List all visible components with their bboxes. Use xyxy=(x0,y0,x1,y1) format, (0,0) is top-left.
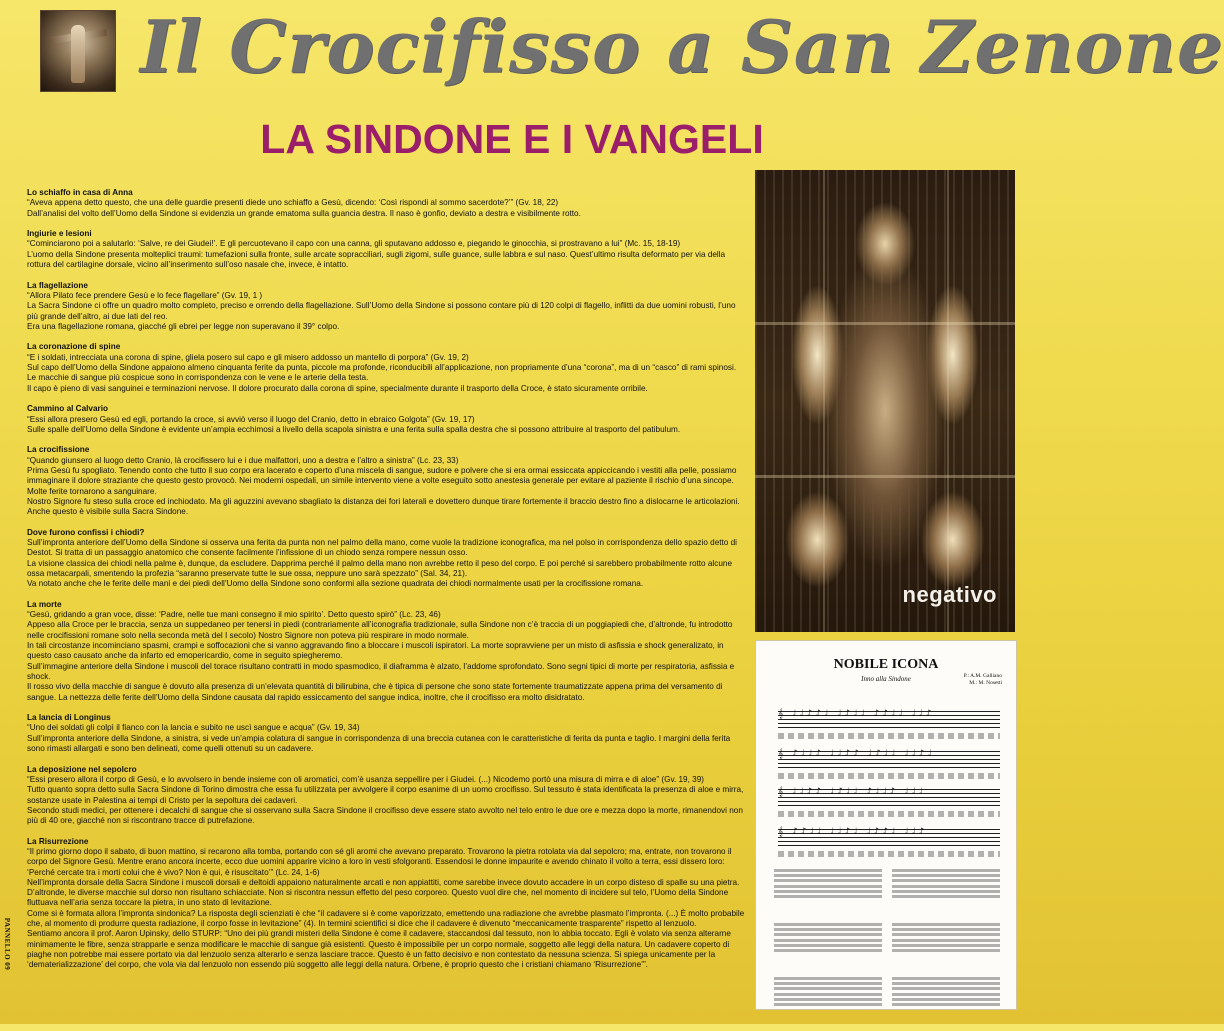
article-section xyxy=(27,281,745,332)
verse-block xyxy=(892,923,1000,971)
section-paragraph: Sul capo dell’Uomo della Sindone appaiono almeno cinquanta ferite da punta, piccole ma profonde, riconducibili all’applicazione, non propriamente d’una “corona”, ma di un “casco” di rami spinosi. Le macchie di sangue più cospicue sono in corrispondenza con le vene e le arterie della testa. xyxy=(27,363,737,383)
lyric-line xyxy=(778,733,1000,739)
section-paragraph: Nostro Signore fu steso sulla croce ed inchiodato. Ma gli aguzzini avevano sbagliato la distanza dei fori laterali e dovettero dunque tirare fortemente il braccio destro fino a dislocarne le articolazioni. Anche questo è visibile sulla Sacra Sindone. xyxy=(27,496,740,517)
verses-column-left xyxy=(774,869,882,1031)
section-heading: Ingiurie e lesioni xyxy=(27,229,92,239)
verse-block xyxy=(892,869,1000,917)
verse-block xyxy=(774,923,882,971)
section-heading: La morte xyxy=(27,599,62,609)
section-heading: La flagellazione xyxy=(27,280,88,290)
crucifix-figure-shape xyxy=(71,25,85,83)
article-body xyxy=(27,188,745,1018)
section-paragraph: Sull’impronta anteriore della Sindone, a sinistra, si vede un’ampia colatura di sangue in corrispondenza di una breccia cutanea con le caratteristiche di ferita da punta e taglio. I margini della ferita sono rimasti allargati e sono ben delineati, come quelli ottenuti su un cadavere. xyxy=(27,733,731,754)
score-title: NOBILE ICONA xyxy=(833,657,939,672)
shroud-band xyxy=(755,322,1015,325)
section-heading: Lo schiaffo in casa di Anna xyxy=(27,188,133,197)
music-staff xyxy=(778,789,1000,805)
section-paragraph: La Sacra Sindone ci offre un quadro molto completo, preciso e orrendo della flagellazione. Sull’Uomo della Sindone si possono contare più di 120 colpi di flagello, inflitti da due uomini robusti, l’uno più grande dell’altro, ai due lati del reo. xyxy=(27,301,736,321)
section-heading: Cammino al Calvario xyxy=(27,404,108,414)
article-section xyxy=(27,188,745,219)
section-paragraph: Il capo è pieno di vasi sanguinei e terminazioni nervose. Il dolore procurato dalla corona di spine, specialmente durante il trasporto della Croce, è stato sicuramente orribile. xyxy=(27,383,648,393)
staff-notes: 𝄞 ♩♩♪♪ ♩♪♩♩ ♪♩♩♪ ♩♩♩ xyxy=(778,787,926,797)
section-paragraph: Dall’analisi del volto dell’Uomo della Sindone si evidenzia un grande ematoma sulla guancia destra. Il naso è gonfio, deviato a destra e visibilmente rotto. xyxy=(27,208,581,218)
article-section xyxy=(27,404,745,435)
staff-notes: 𝄞 ♪♩♩♪ ♩♩♪♪ ♩♪♩♩ ♩♩♪♩ xyxy=(778,749,935,759)
section-paragraph: “Allora Pilato fece prendere Gesù e lo fece flagellare” (Gv. 19, 1 ) xyxy=(27,290,263,300)
lyric-line xyxy=(778,773,1000,779)
section-paragraph: “Aveva appena detto questo, che una delle guardie presenti diede uno schiaffo a Gesù, dicendo: ‘Così rispondi al sommo sacerdote?’” (Gv. 18, 22) xyxy=(27,198,559,208)
section-paragraph: Secondo studi medici, per ottenere i decalchi di sangue che si osservano sulla Sacra Sindone il crocifisso deve essere stato avvolto nel telo entro le due ore e mezza dopo la morte, rimanendovi non più di 40 ore, giacché non si riscontrano tracce di putrefazione. xyxy=(27,805,743,826)
section-paragraph: Tutto quanto sopra detto sulla Sacra Sindone di Torino dimostra che essa fu utilizzata per avvolgere il corpo esanime di un uomo crocifisso. Sul tessuto è stata identificata la presenza di aloe e mirra, sostanze usate in Palestina ai tempi di Cristo per la sepoltura dei cadaveri. xyxy=(27,785,744,805)
section-paragraph: L’uomo della Sindone presenta molteplici traumi: tumefazioni sulla fronte, sulle arcate sopracciliari, sugli zigomi, sulle guance, sulle labbra e sul naso. Quest’ultimo risulta deformato per via della rottura del cartilagine dorsale, vicino all’inserimento sull’oso nasale che, invece, è intatto. xyxy=(27,249,726,270)
verse-block xyxy=(892,977,1000,1025)
crucifix-thumbnail xyxy=(40,10,116,92)
shroud-fold-line xyxy=(947,170,949,632)
section-paragraph: “Essi presero allora il corpo di Gesù, e lo avvolsero in bende insieme con oli aromatici, com’è usanza seppellire per i Giudei. (...) Nicodemo portò una misura di mirra e di aloe” (Gv. 19, 39) xyxy=(27,774,704,784)
article-section xyxy=(27,713,745,754)
staff-notes: 𝄞 ♪♪♩♩ ♩♩♪♩ ♩♪♪♩ ♩♩♪ xyxy=(778,827,928,837)
shroud-negative-image xyxy=(755,170,1015,632)
section-heading: La Risurrezione xyxy=(27,836,89,846)
section-paragraph: In tali circostanze incominciano spasmi, crampi e soffocazioni che si vanno aggravando fino a bloccare i muscoli ispiratori. La morte sopravviene per un misto di asfissia e shock generalizato, in questo caso causato anche da infarto ed emopericardio, come in seguito spiegheremo. xyxy=(27,641,724,661)
section-paragraph: Era una flagellazione romana, giacché gli ebrei per legge non superavano il 39° colpo. xyxy=(27,321,340,331)
section-paragraph: Nell’impronta dorsale della Sacra Sindone i muscoli dorsali e deltoidi appaiono naturalmente arcati e non appiattiti, come sarebbe invece dovuto accadere in un corpo disteso di spalle su una pietra. D’altronde, le diverse macchie sul dorso non risultano schiacciate. Non si riscontra nessun effetto del peso corporeo. Questo vuol dire che, nel momento di incidere sul telo, l’Uomo della Sindone fluttuava nell’aria senza toccare la pietra, in uno stato di levitazione. xyxy=(27,877,740,908)
main-title: LA SINDONE E I VANGELI xyxy=(260,116,764,162)
music-staff xyxy=(778,751,1000,767)
sheet-music xyxy=(755,640,1017,1010)
article-section xyxy=(27,445,745,517)
section-paragraph: Va notato anche che le ferite delle mani e dei piedi dell’Uomo della Sindone sono conformi alla sezione quadrata dei chiodi normalmente usati per la crocifissione romana. xyxy=(27,579,644,589)
section-heading: La crocifissione xyxy=(27,445,90,455)
article-section xyxy=(27,342,745,393)
section-paragraph: Sentiamo ancora il prof. Aaron Upinsky, dello STURP: “Uno dei più grandi misteri della Sindone è come il cadavere, staccandosi dal tessuto, non lo abbia toccato. Egli è volato via senza alterarne minimamente le fibre, senza strapparle e senza modificare le macchie di sangue già esistenti. Questo è impossibile per un corpo normale, soggetto alle leggi della natura. Un cadavere coperto di piaghe non potrebbe mai essere portato via dal lenzuolo senza alterarlo e senza lasciare tracce. Questo è un fatto decisivo e non contestato da nessuna scienza. Si spiega unicamente per la ‘dematerializzazione’ del corpo, che vola via dal lenzuolo non essendo più soggetto alle leggi della natura. Orbene, è proprio questo che i cristiani chiamano ‘Risurrezione’”. xyxy=(27,929,731,970)
section-heading: La lancia di Longinus xyxy=(27,713,111,723)
shroud-band xyxy=(755,475,1015,478)
article-section xyxy=(27,600,745,703)
music-staff xyxy=(778,829,1000,845)
staff-notes: 𝄞 ♩♩♪♪♩ ♩♪♩♩ ♪♪♩♩ ♩♩♪ xyxy=(778,709,935,719)
score-lyricist: P.: A.M. Galliano xyxy=(963,673,1002,679)
section-paragraph: “Uno dei soldati gli colpì il fianco con la lancia e subito ne uscì sangue e acqua” (Gv. 19, 34) xyxy=(27,723,360,733)
article-section xyxy=(27,765,745,827)
score-credits xyxy=(964,673,1002,687)
section-paragraph: “E i soldati, intrecciata una corona di spine, gliela posero sul capo e gli misero addosso un mantello di porpora” (Gv. 19, 2) xyxy=(27,352,469,362)
section-paragraph: La visione classica dei chiodi nella palme è, dunque, da escludere. Dapprima perché il palmo della mano non avrebbe retto il peso del corpo. E poi perché si sarebbero probabilmente rotto alcune ossa metacarpali, smentendo la profezia “saranno preservate tutte le sue ossa, neppure uno sarà spezzato” (Sal. 34, 21). xyxy=(27,558,733,578)
verse-block xyxy=(774,977,882,1025)
score-subtitle: Inno alla Sindone xyxy=(861,675,911,683)
section-paragraph: “Il primo giorno dopo il sabato, di buon mattino, si recarono alla tomba, portando con sé gli aromi che avevano preparato. Trovarono la pietra rotolata via dal sepolcro; ma, entrate, non trovarono il corpo del Signore Gesù. Mentre erano ancora incerte, ecco due uomini apparire vicino a loro in vesti sfolgoranti. Essendosi le donne impaurite e avendo chinato il volto a terra, essi dissero loro: ‘Perché cercate tra i morti colui che è vivo? Non è qui, è risuscitato’” (Lc. 24, 1-6) xyxy=(27,847,732,877)
article-section xyxy=(27,837,745,971)
section-paragraph: “Gesù, gridando a gran voce, disse: ‘Padre, nelle tue mani consegno il mio spirito’. Detto questo spirò” (Lc. 23, 46) xyxy=(27,610,441,620)
verse-block xyxy=(774,869,882,917)
section-paragraph: “Essi allora presero Gesù ed egli, portando la croce, si avviò verso il luogo del Cranio, detto in ebraico Golgota” (Gv. 19, 17) xyxy=(27,414,475,424)
article-section xyxy=(27,229,745,270)
section-heading: La coronazione di spine xyxy=(27,342,121,352)
section-paragraph: Appeso alla Croce per le braccia, senza un suppedaneo per tenersi in piedi (contrariamente all’iconografia tradizionale, sulla Sindone non c’è traccia di un poggiapiedi che, d’altronde, fu introdotto nelle crocifissioni romane solo nella seconda metà del I secolo) Nostro Signore non poteva più respirare in modo normale. xyxy=(27,620,733,640)
negative-label: negativo xyxy=(902,582,997,607)
section-paragraph: Prima Gesù fu spogliato. Tenendo conto che tutto il suo corpo era lacerato e coperto d’una miscela di sangue, sudore e polvere che si era ormai essiccata appiccicando i vestiti alla pelle, possiamo immaginare il dolore straziante che questo gesto provocò. Nei moderni ospedali, un simile intervento viene a volte eseguito sotto anestesia generale per evitare al paziente il rischio d’una sincope. Molte ferite tornarono a sanguinare. xyxy=(27,466,737,496)
verses-column-right xyxy=(892,869,1000,1031)
section-paragraph: Come si è formata allora l’impronta sindonica? La risposta degli scienziati è che “il cadavere si è come vaporizzato, emettendo una radiazione che avrebbe plasmato l’impronta. (...) È molto probabile che, al momento di produrre questa radiazione, il corpo fosse in levitazione” (4). In termini scientifici si dice che il cadavere è divenuto “meccanicamente trasparente” rispetto al lenzuolo. xyxy=(27,908,745,929)
section-paragraph: “Cominciarono poi a salutarlo: ‘Salve, re dei Giudei!’. E gli percuotevano il capo con una canna, gli sputavano addosso e, piegando le ginocchia, si prostravano a lui” (Mc. 15, 18-19) xyxy=(27,239,681,249)
section-paragraph: “Quando giunsero al luogo detto Cranio, là crocifissero lui e i due malfattori, uno a destra e l’altro a sinistra” (Lc. 23, 33) xyxy=(27,455,459,465)
section-paragraph: Il rosso vivo della macchie di sangue è dovuto alla presenza di un’elevata quantità di bilirubina, che è tipica di persone che sono state fortemente traumatizzate appena prima del versamento di sangue. La nettezza delle ferite dell’Uomo della Sindone causata dal rapido essiccamento del sangue indica, inoltre, che il crocifisso era molto disidratato. xyxy=(27,682,723,702)
section-paragraph: Sulle spalle dell’Uomo della Sindone è evidente un’ampia ecchimosi a livello della scapola sinistra e una ferita sulla spalla destra che si possono attribuire al trasporto del patibulum. xyxy=(27,424,681,434)
music-staff xyxy=(778,711,1000,727)
article-section xyxy=(27,528,745,590)
section-heading: La deposizione nel sepolcro xyxy=(27,764,137,774)
score-composer: M.: M. Nosetti xyxy=(969,680,1002,686)
section-paragraph: Sull’impronta anteriore dell’Uomo della Sindone si osserva una ferita da punta non nel palmo della mano, come vuole la tradizione iconografica, ma nel polso in corrispondenza dello spazio detto di Destot. Si tratta di un passaggio anatomico che consente facilmente l’infissione di un chiodo senza rompere nessun osso. xyxy=(27,538,738,558)
lyric-line xyxy=(778,851,1000,857)
panel-label: PANNELLO 09 xyxy=(3,917,11,971)
lyric-line xyxy=(778,811,1000,817)
section-paragraph: Sull’immagine anteriore della Sindone i muscoli del torace risultano contratti in modo spasmodico, il diaframma è alzato, l’addome sprofondato. Sono segni tipici di morte per respiratoria, asfissia e shock. xyxy=(27,661,735,681)
shroud-fold-line xyxy=(823,170,825,632)
script-title: Il Crocifisso a San Zenone xyxy=(140,4,1224,89)
section-heading: Dove furono confissi i chiodi? xyxy=(27,527,145,537)
